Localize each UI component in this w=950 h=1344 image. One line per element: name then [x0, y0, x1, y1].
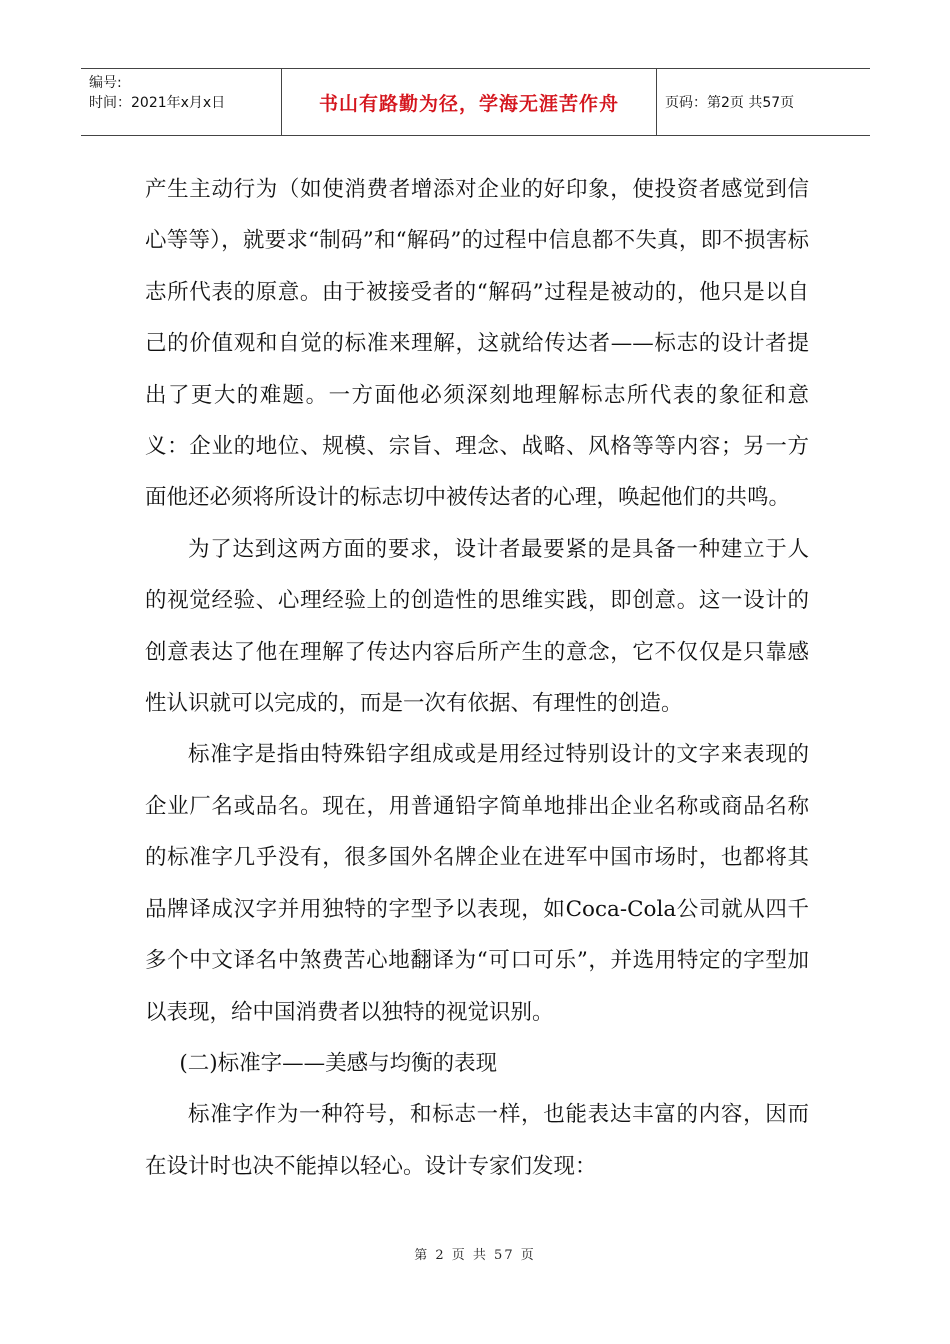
paragraph-continuation: 产生主动行为（如使消费者增添对企业的好印象，使投资者感觉到信心等等），就要求“制码”和“解码”的过程中信息都不失真，即不损害标志所代表的原意。由于被接受者的“解码”过程是被动的，他只是以自己的价值观和自觉的标准来理解，这就给传达者——标志的设计者提出了更大的难题。一方面他必须深刻地理解标志所代表的象征和意义：企业的地位、规模、宗旨、理念、战略、风格等等内容；另一方面他还必须将所设计的标志切中被传达者的心理，唤起他们的共鸣。 [145, 177, 809, 511]
page-header [81, 68, 870, 136]
document-body [145, 164, 809, 1192]
header-meta [81, 69, 282, 135]
section-heading: (二)标准字——美感与均衡的表现 [179, 1050, 498, 1076]
paragraph: 标准字作为一种符号，和标志一样，也能表达丰富的内容，因而在设计时也决不能掉以轻心。设计专家们发现： [145, 1102, 809, 1179]
paragraph: 为了达到这两方面的要求，设计者最要紧的是具备一种建立于人的视觉经验、心理经验上的创造性的思维实践，即创意。这一设计的创意表达了他在理解了传达内容后所产生的意念，它不仅仅是只靠感性认识就可以完成的，而是一次有依据、有理性的创造。 [145, 536, 809, 717]
paragraph: 标准字是指由特殊铅字组成或是用经过特别设计的文字来表现的企业厂名或品名。现在，用普通铅字简单地排出企业名称或商品名称的标准字几乎没有，很多国外名牌企业在进军中国市场时，也都将其品牌译成汉字并用独特的字型予以表现，如Coca-Cola公司就从四千多个中文译名中煞费苦心地翻译为“可口可乐”，并选用特定的字型加以表现，给中国消费者以独特的视觉识别。 [145, 742, 809, 1025]
serial-label: 编号: [89, 75, 122, 91]
header-motto: 书山有路勤为径，学海无涯苦作舟 [282, 69, 657, 135]
time-label: 时间：2021年x月x日 [89, 95, 226, 111]
page-footer: 第 2 页 共 57 页 [414, 1248, 536, 1263]
header-page-info: 页码：第2页 共57页 [665, 95, 795, 111]
